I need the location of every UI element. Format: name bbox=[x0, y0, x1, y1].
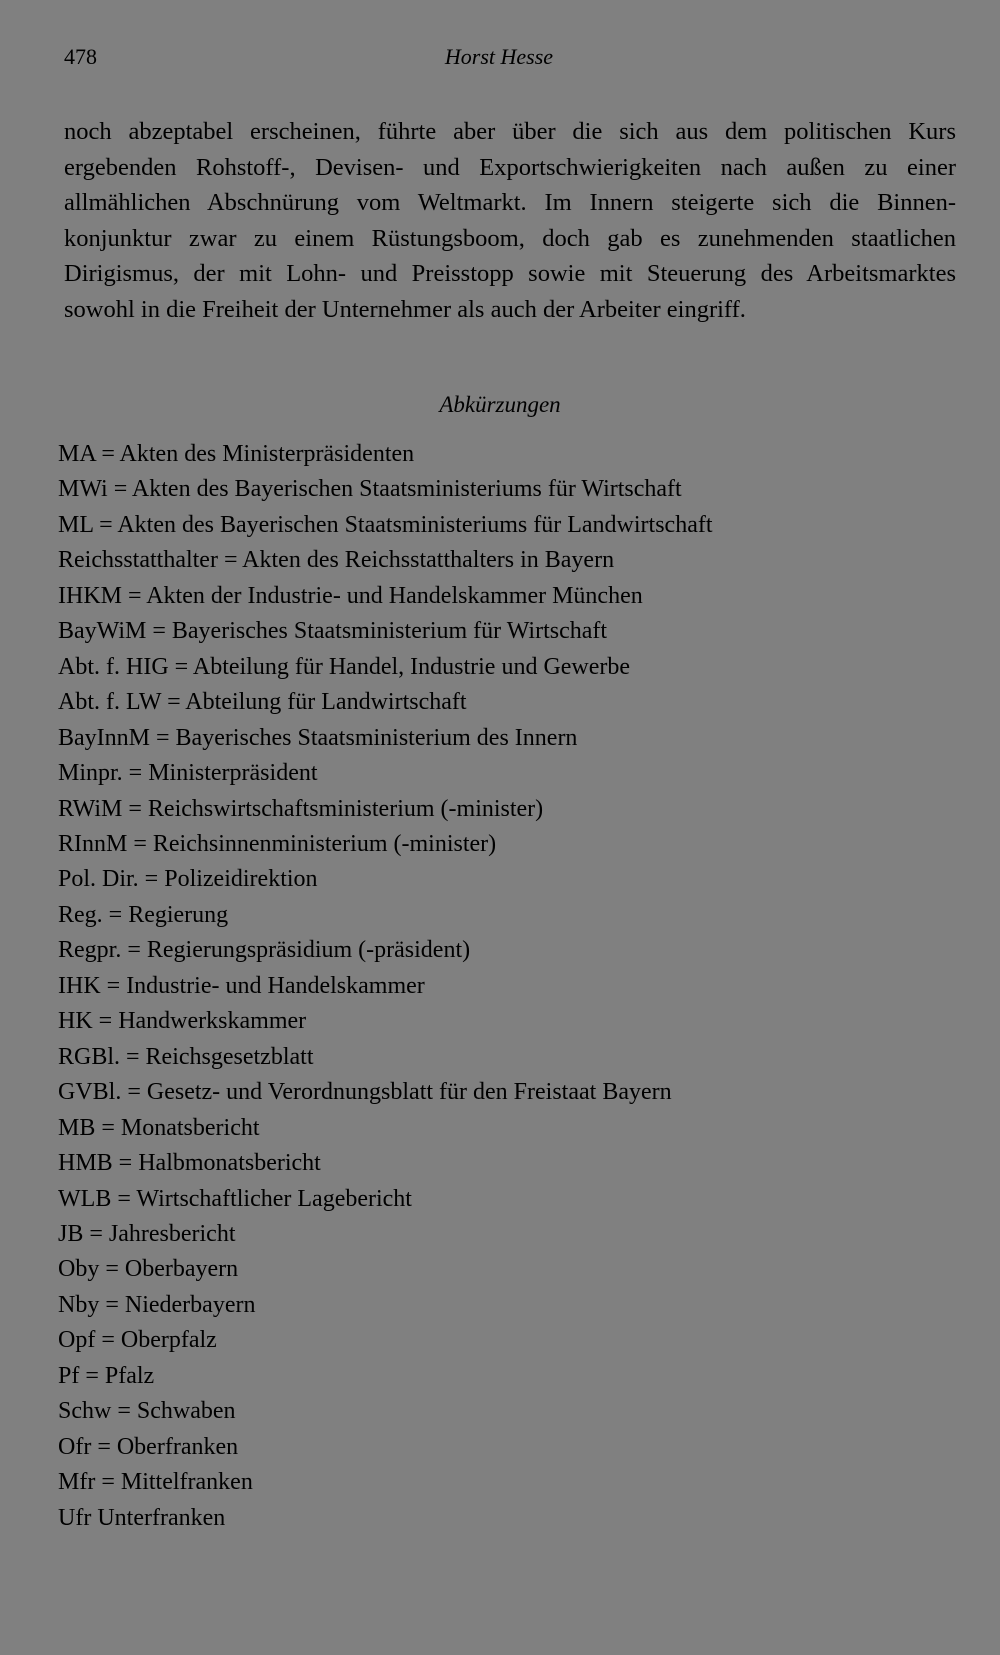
abbreviation-item: Reg. = Regierung bbox=[58, 901, 229, 928]
abbreviation-item: BayWiM = Bayerisches Staatsministerium für Wirtschaft bbox=[58, 618, 608, 645]
page-number: 478 bbox=[64, 44, 97, 69]
paragraph-line: Dirigismus, der mit Lohn- und Preisstopp sowie mit Steuerung des Arbeitsmarktes bbox=[64, 260, 956, 288]
abbreviation-item: GVBl. = Gesetz- und Verordnungsblatt für den Freistaat Bayern bbox=[58, 1079, 672, 1106]
abbreviation-item: Minpr. = Ministerpräsident bbox=[58, 760, 318, 787]
abbreviation-item: Opf = Oberpfalz bbox=[58, 1327, 217, 1354]
abbreviation-item: Abt. f. HIG = Abteilung für Handel, Industrie und Gewerbe bbox=[58, 653, 631, 680]
abbreviation-item: JB = Jahresbericht bbox=[58, 1220, 236, 1247]
section-title: Abkürzungen bbox=[439, 392, 561, 417]
paragraph-line: konjunktur zwar zu einem Rüstungsboom, doch gab es zunehmenden staatlichen bbox=[64, 224, 956, 252]
abbreviation-item: Ofr = Oberfranken bbox=[58, 1433, 239, 1460]
abbreviation-item: HK = Handwerkskammer bbox=[58, 1008, 307, 1035]
page-header bbox=[64, 44, 934, 76]
abbreviation-item: Pol. Dir. = Polizeidirektion bbox=[58, 866, 318, 893]
abbreviation-item: Reichsstatthalter = Akten des Reichsstatthalters in Bayern bbox=[58, 547, 615, 574]
body-paragraph bbox=[64, 114, 956, 328]
abbreviation-item: Regpr. = Regierungspräsidium (-präsident) bbox=[58, 937, 471, 964]
paragraph-line: ergebenden Rohstoff-, Devisen- und Exportschwierigkeiten nach außen zu einer bbox=[64, 153, 956, 181]
abbreviation-item: RWiM = Reichswirtschaftsministerium (-minister) bbox=[58, 795, 544, 822]
abbreviation-item: WLB = Wirtschaftlicher Lagebericht bbox=[58, 1185, 412, 1212]
running-head: Horst Hesse bbox=[444, 44, 554, 69]
abbreviation-item: RInnM = Reichsinnenministerium (-minister) bbox=[58, 830, 497, 857]
abbreviation-item: ML = Akten des Bayerischen Staatsministeriums für Landwirtschaft bbox=[58, 511, 713, 538]
abbreviation-item: HMB = Halbmonatsbericht bbox=[58, 1150, 321, 1177]
abbreviation-item: BayInnM = Bayerisches Staatsministerium des Innern bbox=[58, 724, 578, 751]
abbreviation-item: IHKM = Akten der Industrie- und Handelskammer München bbox=[58, 582, 643, 609]
abbreviation-item: MB = Monatsbericht bbox=[58, 1114, 260, 1141]
paragraph-line: sowohl in die Freiheit der Unternehmer als auch der Arbeiter eingriff. bbox=[64, 295, 746, 323]
abbreviation-item: Ufr Unterfranken bbox=[58, 1504, 226, 1531]
abbreviation-item: MA = Akten des Ministerpräsidenten bbox=[58, 441, 415, 467]
abbreviation-item: IHK = Industrie- und Handelskammer bbox=[58, 972, 425, 999]
abbreviation-item: MWi = Akten des Bayerischen Staatsministeriums für Wirtschaft bbox=[58, 476, 682, 503]
abbreviation-item: Mfr = Mittelfranken bbox=[58, 1469, 253, 1496]
abbreviation-item: Pf = Pfalz bbox=[58, 1362, 155, 1389]
paragraph-line: noch abzeptabel erscheinen, führte aber über die sich aus dem politischen Kurs bbox=[64, 118, 956, 145]
abbreviation-item: Nby = Niederbayern bbox=[58, 1291, 256, 1318]
abbreviation-item: Schw = Schwaben bbox=[58, 1398, 236, 1425]
abbreviation-list bbox=[58, 437, 958, 1536]
abbreviation-item: Abt. f. LW = Abteilung für Landwirtschaft bbox=[58, 689, 467, 716]
abbreviation-item: RGBl. = Reichsgesetzblatt bbox=[58, 1043, 314, 1070]
paragraph-line: allmählichen Abschnürung vom Weltmarkt. Im Innern steigerte sich die Binnen- bbox=[64, 189, 956, 217]
abbreviation-item: Oby = Oberbayern bbox=[58, 1256, 239, 1283]
